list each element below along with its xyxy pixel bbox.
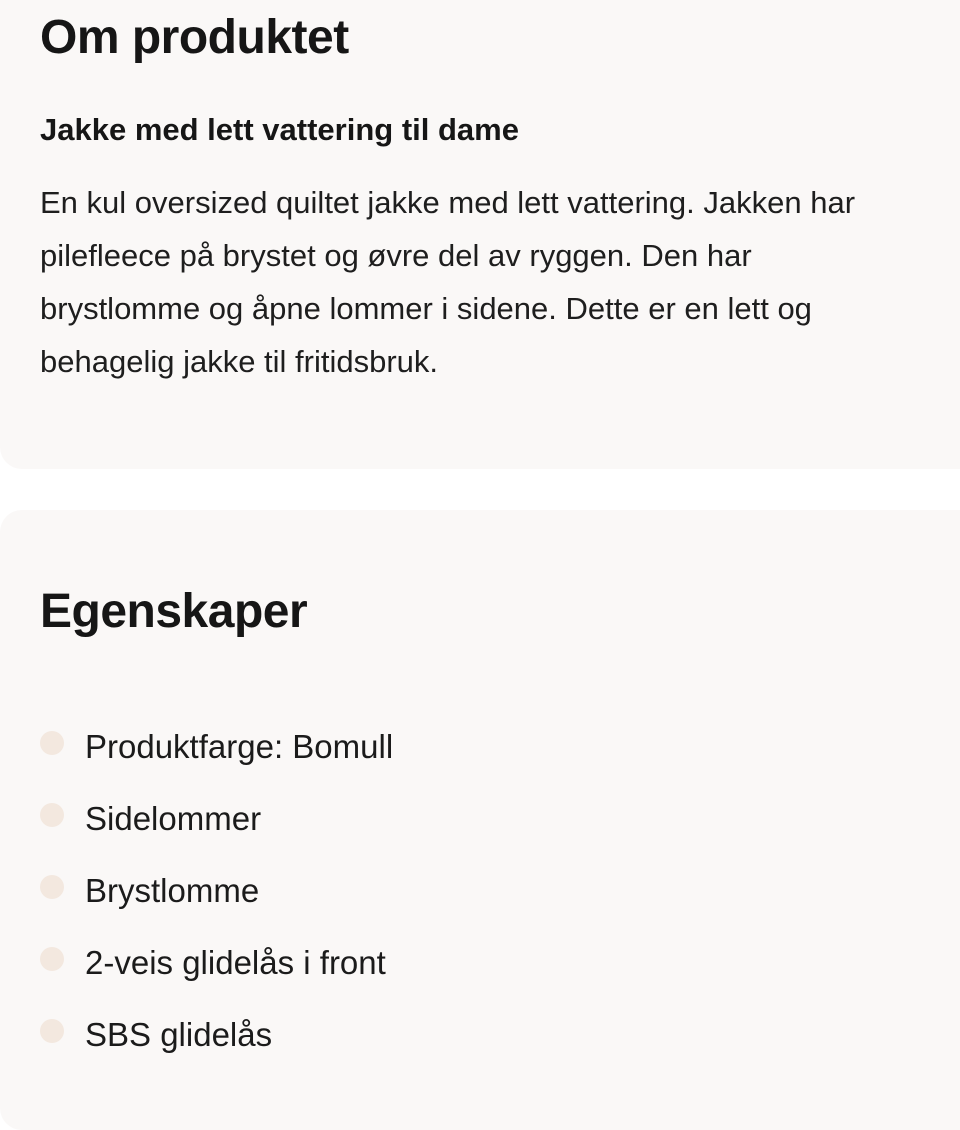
property-item	[40, 926, 393, 998]
property-item	[40, 782, 393, 854]
product-subtitle: Jakke med lett vattering til dame	[40, 112, 519, 147]
bullet-dot-icon	[40, 731, 64, 755]
properties-list	[40, 710, 393, 1070]
bullet-dot-icon	[40, 947, 64, 971]
property-text: Produktfarge: Bomull	[85, 727, 394, 765]
property-text: Sidelommer	[85, 799, 262, 837]
bullet-dot-icon	[40, 1019, 64, 1043]
property-text: 2-veis glidelås i front	[85, 943, 386, 981]
property-text: SBS glidelås	[85, 1015, 273, 1053]
property-item	[40, 854, 393, 926]
about-product-title: Om produktet	[40, 11, 349, 64]
property-item	[40, 998, 393, 1070]
product-description: En kul oversized quiltet jakke med lett vattering. Jakken har pilefleece på brystet og øvre del av ryggen. Den har brystlomme og åpne lommer i sidene. Dette er en lett og behagelig jakke til fritidsbruk.	[40, 185, 856, 379]
about-product-section	[0, 0, 960, 469]
property-item	[40, 710, 393, 782]
properties-title: Egenskaper	[40, 585, 308, 638]
bullet-dot-icon	[40, 803, 64, 827]
property-text: Brystlomme	[85, 871, 260, 909]
properties-section	[0, 510, 960, 1130]
bullet-dot-icon	[40, 875, 64, 899]
